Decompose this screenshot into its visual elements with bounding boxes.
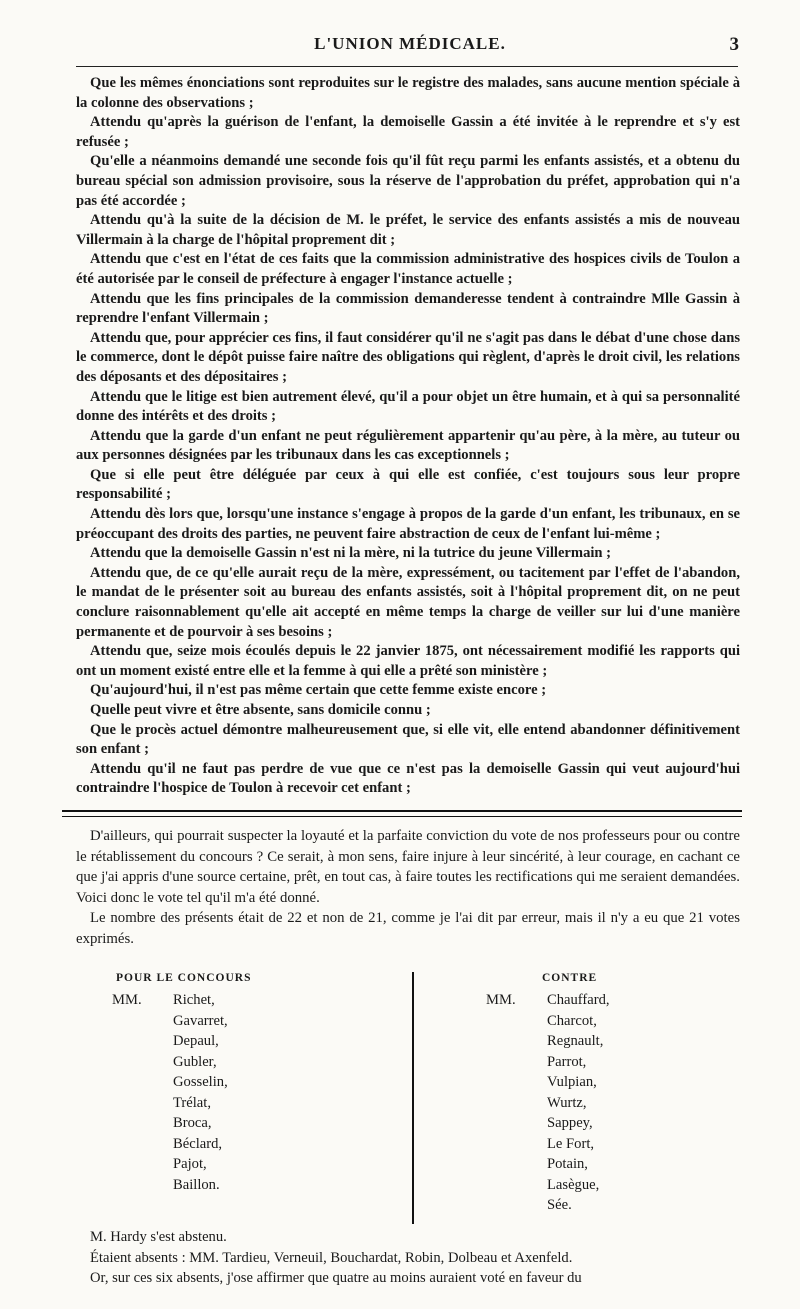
paragraph: Attendu qu'il ne faut pas perdre de vue que ce n'est pas la demoiselle Gassin qui veut aujourd'hui contraindre l'hospice de Toulon à recevoir cet enfant ; <box>76 760 740 797</box>
paragraph: Attendu que c'est en l'état de ces faits que la commission administrative des hospices civils de Toulon a été autorisée par le conseil de préfecture à engager l'instance actuelle ; <box>76 251 740 287</box>
pour-member <box>112 1134 228 1155</box>
contre-member <box>486 1154 610 1175</box>
pour-member <box>112 1093 228 1114</box>
member-name: Depaul, <box>173 1033 219 1049</box>
contre-member <box>486 1134 610 1155</box>
paragraph: Étaient absents : MM. Tardieu, Verneuil, Bouchardat, Robin, Dolbeau et Axenfeld. <box>90 1249 573 1266</box>
paragraph: Que si elle peut être déléguée par ceux à qui elle est confiée, c'est toujours sous leur propre responsabilité ; <box>76 466 740 503</box>
paragraph: Attendu que, pour apprécier ces fins, il faut considérer qu'il ne s'agit pas dans le débat d'une chose dans le commerce, dont le dépôt puisse faire naître des obligations qui règlent, d'après le droit civil, les relations des déposants et des dépositaires ; <box>76 329 740 385</box>
member-name: Charcot, <box>547 1012 597 1029</box>
honorific-prefix: MM. <box>112 992 142 1008</box>
paragraph: Attendu que la demoiselle Gassin n'est ni la mère, ni la tutrice du jeune Villermain ; <box>90 545 612 562</box>
member-name: Potain, <box>547 1156 588 1172</box>
vote-commentary <box>76 826 740 949</box>
pour-member <box>112 1052 228 1073</box>
contre-member <box>486 1195 610 1216</box>
section-divider <box>62 810 742 817</box>
header-rule <box>76 66 738 67</box>
paragraph: Attendu dès lors que, lorsqu'une instance s'engage à propos de la garde d'un enfant, les tribunaux, en se préoccupant des droits des parties, ne peuvent faire abstraction de ceux de l'enfant lui-même ; <box>76 506 740 542</box>
contre-member <box>486 990 610 1011</box>
paragraph: Que le procès actuel démontre malheureusement que, si elle vit, elle entend abandonner définitivement son enfant ; <box>76 721 740 758</box>
contre-member <box>486 1175 610 1196</box>
member-name: Le Fort, <box>547 1135 595 1152</box>
paragraph: Attendu que le litige est bien autrement élevé, qu'il a pour objet un être humain, et à qui sa personnalité donne des intérêts et des droits ; <box>76 388 740 425</box>
member-name: Richet, <box>173 992 215 1008</box>
member-name: Sée. <box>547 1197 572 1213</box>
closing-text <box>76 1227 740 1289</box>
member-name: Sappey, <box>547 1115 593 1131</box>
column-divider <box>412 972 414 1224</box>
paragraph: Or, sur ces six absents, j'ose affirmer que quatre au moins auraient voté en faveur du <box>90 1270 582 1286</box>
paragraph: Attendu que, de ce qu'elle aurait reçu de la mère, expressément, ou tacitement par l'effet de l'abandon, le mandat de le présenter soit au bureau des enfants assistés, soit à l'hôpital proprement dit, on ne peut conclure raisonnablement qu'elle ait accepté en même temps la charge de veiller sur lui d'une manière permanente et de pourvoir à ses besoins ; <box>76 564 740 640</box>
paragraph: Attendu que les fins principales de la commission demanderesse tendent à contraindre Mlle Gassin à reprendre l'enfant Villermain ; <box>76 290 740 327</box>
journal-title: L'UNION MÉDICALE. <box>314 34 506 53</box>
member-name: Broca, <box>173 1115 212 1131</box>
pour-member <box>112 1011 228 1032</box>
pour-member <box>112 1072 228 1093</box>
paragraph: Attendu que, seize mois écoulés depuis le 22 janvier 1875, ont nécessairement modifié les rapports qui ont un moment existé entre elle et la femme à qui elle a prêté son ministère ; <box>76 643 740 679</box>
member-name: Chauffard, <box>547 992 610 1008</box>
contre-member <box>486 1093 610 1114</box>
contre-member <box>486 1031 610 1052</box>
paragraph: M. Hardy s'est abstenu. <box>90 1229 227 1245</box>
member-name: Wurtz, <box>547 1094 587 1111</box>
page-number: 3 <box>729 34 740 55</box>
member-name: Gavarret, <box>173 1012 228 1029</box>
member-name: Lasègue, <box>547 1176 600 1193</box>
pour-member <box>112 1175 228 1196</box>
pour-member <box>112 1113 228 1134</box>
vote-table <box>76 968 740 1228</box>
contre-member <box>486 1113 610 1134</box>
member-name: Parrot, <box>547 1053 587 1070</box>
pour-member <box>112 1031 228 1052</box>
member-name: Pajot, <box>173 1156 207 1172</box>
paragraph: Le nombre des présents était de 22 et non de 21, comme je l'ai dit par erreur, mais il n'y a eu que 21 votes exprimés. <box>76 910 740 947</box>
paragraph: Que les mêmes énonciations sont reproduites sur le registre des malades, sans aucune mention spéciale à la colonne des observations ; <box>76 75 740 111</box>
paragraph: Qu'elle a néanmoins demandé une seconde fois qu'il fût reçu parmi les enfants assistés, et a obtenu du bureau spécial son admission provisoire, sous la réserve de l'approbation du préfet, approbation qui n'a pas été accordée ; <box>76 153 740 209</box>
member-name: Baillon. <box>173 1176 220 1193</box>
court-judgment-text <box>76 74 740 799</box>
paragraph: D'ailleurs, qui pourrait suspecter la loyauté et la parfaite conviction du vote de nos professeurs pour ou contre le rétablissement du concours ? Ce serait, à mon sens, faire injure à leur sincérité, à leur courage, en cachant ce que j'ai appris d'une source certaine, prêt, en tout cas, à faire toutes les rectifications qui me seraient demandées. Voici donc le vote tel qu'il m'a été donné. <box>76 828 740 906</box>
paragraph: Attendu qu'à la suite de la décision de M. le préfet, le service des enfants assistés a mis de nouveau Villermain à la charge de l'hôpital proprement dit ; <box>76 212 740 248</box>
contre-member <box>486 1052 610 1073</box>
pour-heading: POUR LE CONCOURS <box>116 972 252 984</box>
member-name: Trélat, <box>173 1094 211 1111</box>
page-header <box>80 34 740 60</box>
pour-member <box>112 1154 228 1175</box>
member-name: Vulpian, <box>547 1074 597 1090</box>
member-name: Gosselin, <box>173 1074 228 1090</box>
pour-list <box>112 990 228 1195</box>
paragraph: Quelle peut vivre et être absente, sans domicile connu ; <box>90 702 431 718</box>
member-name: Béclard, <box>173 1135 223 1152</box>
member-name: Regnault, <box>547 1033 604 1049</box>
paragraph: Qu'aujourd'hui, il n'est pas même certain que cette femme existe encore ; <box>90 682 547 699</box>
contre-member <box>486 1011 610 1032</box>
paragraph: Attendu que la garde d'un enfant ne peut régulièrement appartenir qu'au père, à la mère, au tuteur ou aux personnes désignées par les tribunaux dans les cas exceptionnels ; <box>76 427 740 464</box>
contre-member <box>486 1072 610 1093</box>
honorific-prefix: MM. <box>486 992 516 1008</box>
contre-list <box>486 990 610 1216</box>
paragraph: Attendu qu'après la guérison de l'enfant, la demoiselle Gassin a été invitée à le reprendre et s'y est refusée ; <box>76 114 740 150</box>
pour-member <box>112 990 228 1011</box>
member-name: Gubler, <box>173 1053 217 1070</box>
contre-heading: CONTRE <box>542 972 598 984</box>
